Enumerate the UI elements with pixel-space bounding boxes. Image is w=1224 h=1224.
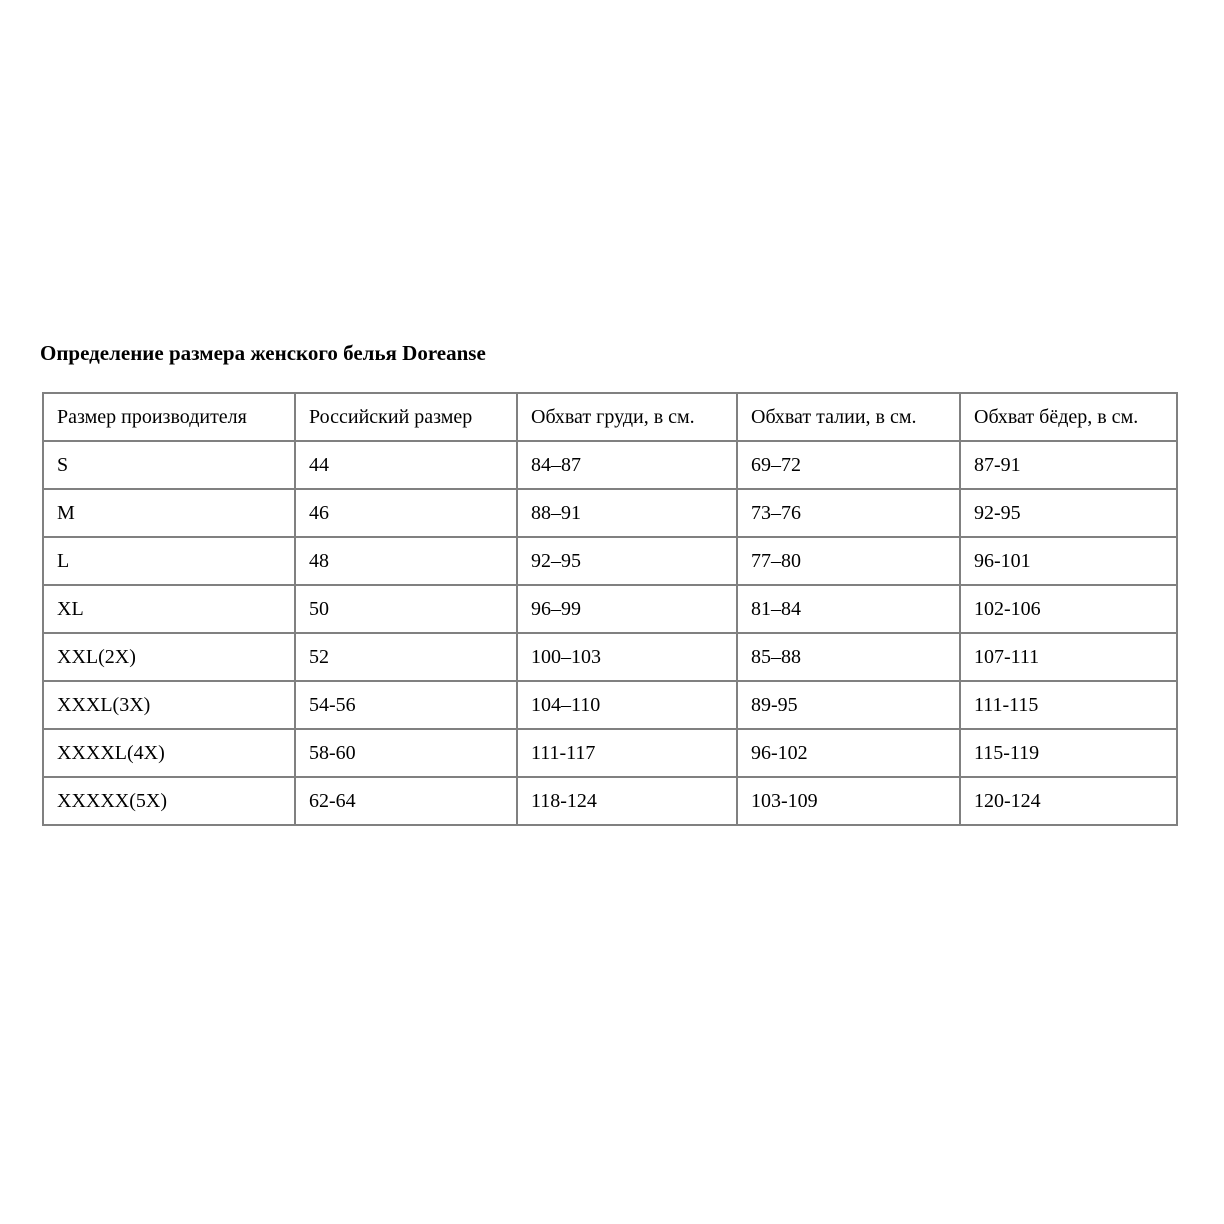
cell-manufacturer-size: M	[43, 489, 295, 537]
table-row	[43, 537, 1177, 585]
cell-manufacturer-size: XXL(2X)	[43, 633, 295, 681]
cell-russian-size: 50	[295, 585, 517, 633]
cell-hips: 102-106	[960, 585, 1177, 633]
cell-hips: 87-91	[960, 441, 1177, 489]
table-row	[43, 585, 1177, 633]
table-row	[43, 729, 1177, 777]
cell-hips: 96-101	[960, 537, 1177, 585]
cell-russian-size: 44	[295, 441, 517, 489]
cell-hips: 107-111	[960, 633, 1177, 681]
cell-manufacturer-size: XL	[43, 585, 295, 633]
cell-manufacturer-size: XXXXX(5X)	[43, 777, 295, 825]
page-title: Определение размера женского белья Doreanse	[40, 341, 486, 365]
cell-manufacturer-size: S	[43, 441, 295, 489]
cell-waist: 96-102	[737, 729, 960, 777]
table-row	[43, 489, 1177, 537]
cell-waist: 73–76	[737, 489, 960, 537]
table-row	[43, 681, 1177, 729]
cell-chest: 92–95	[517, 537, 737, 585]
table-row	[43, 633, 1177, 681]
cell-waist: 103-109	[737, 777, 960, 825]
size-table	[42, 392, 1178, 826]
cell-hips: 115-119	[960, 729, 1177, 777]
cell-waist: 77–80	[737, 537, 960, 585]
cell-waist: 81–84	[737, 585, 960, 633]
cell-russian-size: 58-60	[295, 729, 517, 777]
cell-waist: 85–88	[737, 633, 960, 681]
cell-russian-size: 46	[295, 489, 517, 537]
cell-russian-size: 52	[295, 633, 517, 681]
cell-chest: 118-124	[517, 777, 737, 825]
cell-chest: 88–91	[517, 489, 737, 537]
cell-hips: 111-115	[960, 681, 1177, 729]
header-row	[43, 393, 1177, 441]
table-row	[43, 441, 1177, 489]
size-table-header	[43, 393, 1177, 441]
cell-chest: 100–103	[517, 633, 737, 681]
cell-waist: 69–72	[737, 441, 960, 489]
column-header-manufacturer-size: Размер производителя	[43, 393, 295, 441]
cell-russian-size: 54-56	[295, 681, 517, 729]
column-header-chest: Обхват груди, в см.	[517, 393, 737, 441]
size-table-body	[43, 441, 1177, 825]
cell-chest: 84–87	[517, 441, 737, 489]
cell-hips: 120-124	[960, 777, 1177, 825]
cell-waist: 89-95	[737, 681, 960, 729]
table-row	[43, 777, 1177, 825]
cell-manufacturer-size: L	[43, 537, 295, 585]
cell-hips: 92-95	[960, 489, 1177, 537]
column-header-russian-size: Российский размер	[295, 393, 517, 441]
cell-chest: 111-117	[517, 729, 737, 777]
cell-manufacturer-size: XXXXL(4X)	[43, 729, 295, 777]
column-header-waist: Обхват талии, в см.	[737, 393, 960, 441]
column-header-hips: Обхват бёдер, в см.	[960, 393, 1177, 441]
cell-chest: 96–99	[517, 585, 737, 633]
cell-russian-size: 48	[295, 537, 517, 585]
cell-russian-size: 62-64	[295, 777, 517, 825]
cell-chest: 104–110	[517, 681, 737, 729]
cell-manufacturer-size: XXXL(3X)	[43, 681, 295, 729]
